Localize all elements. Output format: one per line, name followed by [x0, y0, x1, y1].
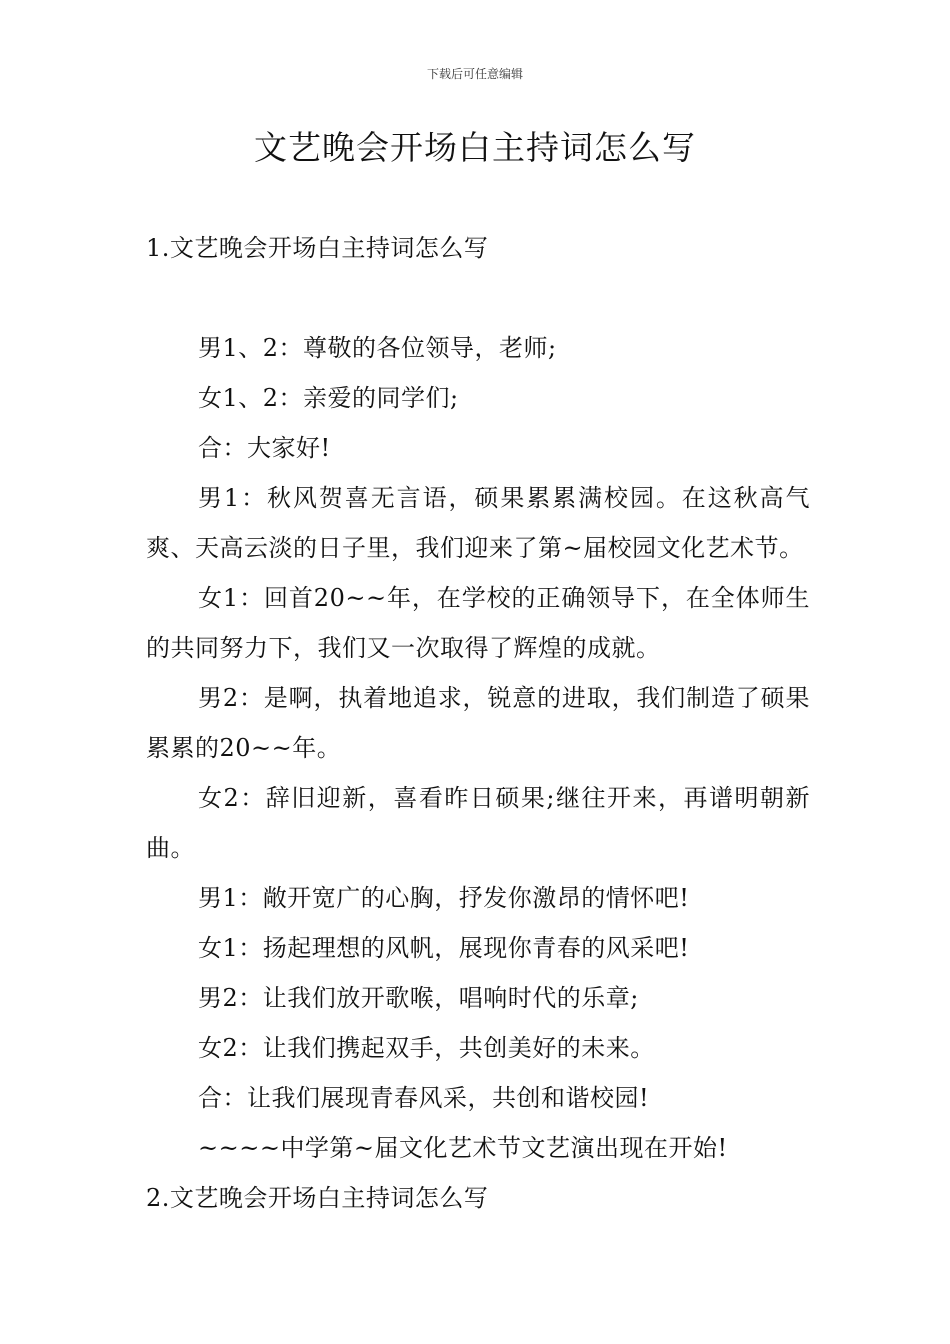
paragraph: 男1、2：尊敬的各位领导，老师;	[198, 334, 557, 362]
paragraph: 女2：辞旧迎新，喜看昨日硕果;继往开来，再谱明朝新曲。	[146, 784, 810, 862]
header-note: 下载后可任意编辑	[426, 67, 523, 81]
document-body	[146, 223, 810, 1223]
paragraph: ~~~~中学第~届文化艺术节文艺演出现在开始!	[198, 1134, 728, 1162]
paragraph: 合：让我们展现青春风采，共创和谐校园!	[198, 1084, 650, 1112]
paragraph: 男1：秋风贺喜无言语，硕果累累满校园。在这秋高气爽、天高云淡的日子里，我们迎来了第~届校园文化艺术节。	[146, 484, 810, 562]
document-title: 文艺晚会开场白主持词怎么写	[254, 128, 696, 167]
paragraph: 女1：回首20~~年，在学校的正确领导下，在全体师生的共同努力下，我们又一次取得了辉煌的成就。	[146, 584, 810, 662]
paragraph: 男1：敞开宽广的心胸，抒发你激昂的情怀吧!	[198, 884, 690, 912]
paragraph: 女1、2：亲爱的同学们;	[198, 384, 459, 412]
paragraph: 女2：让我们携起双手，共创美好的未来。	[198, 1034, 655, 1062]
section-heading-2: 2.文艺晚会开场白主持词怎么写	[146, 1184, 489, 1212]
paragraph: 男2：是啊，执着地追求，锐意的进取，我们制造了硕果累累的20~~年。	[146, 684, 810, 762]
paragraph: 女1：扬起理想的风帆，展现你青春的风采吧!	[198, 934, 690, 962]
section-spacer	[146, 273, 810, 323]
paragraph: 合：大家好!	[198, 434, 331, 462]
paragraph: 男2：让我们放开歌喉，唱响时代的乐章;	[198, 984, 639, 1012]
section-heading-1: 1.文艺晚会开场白主持词怎么写	[146, 234, 489, 262]
